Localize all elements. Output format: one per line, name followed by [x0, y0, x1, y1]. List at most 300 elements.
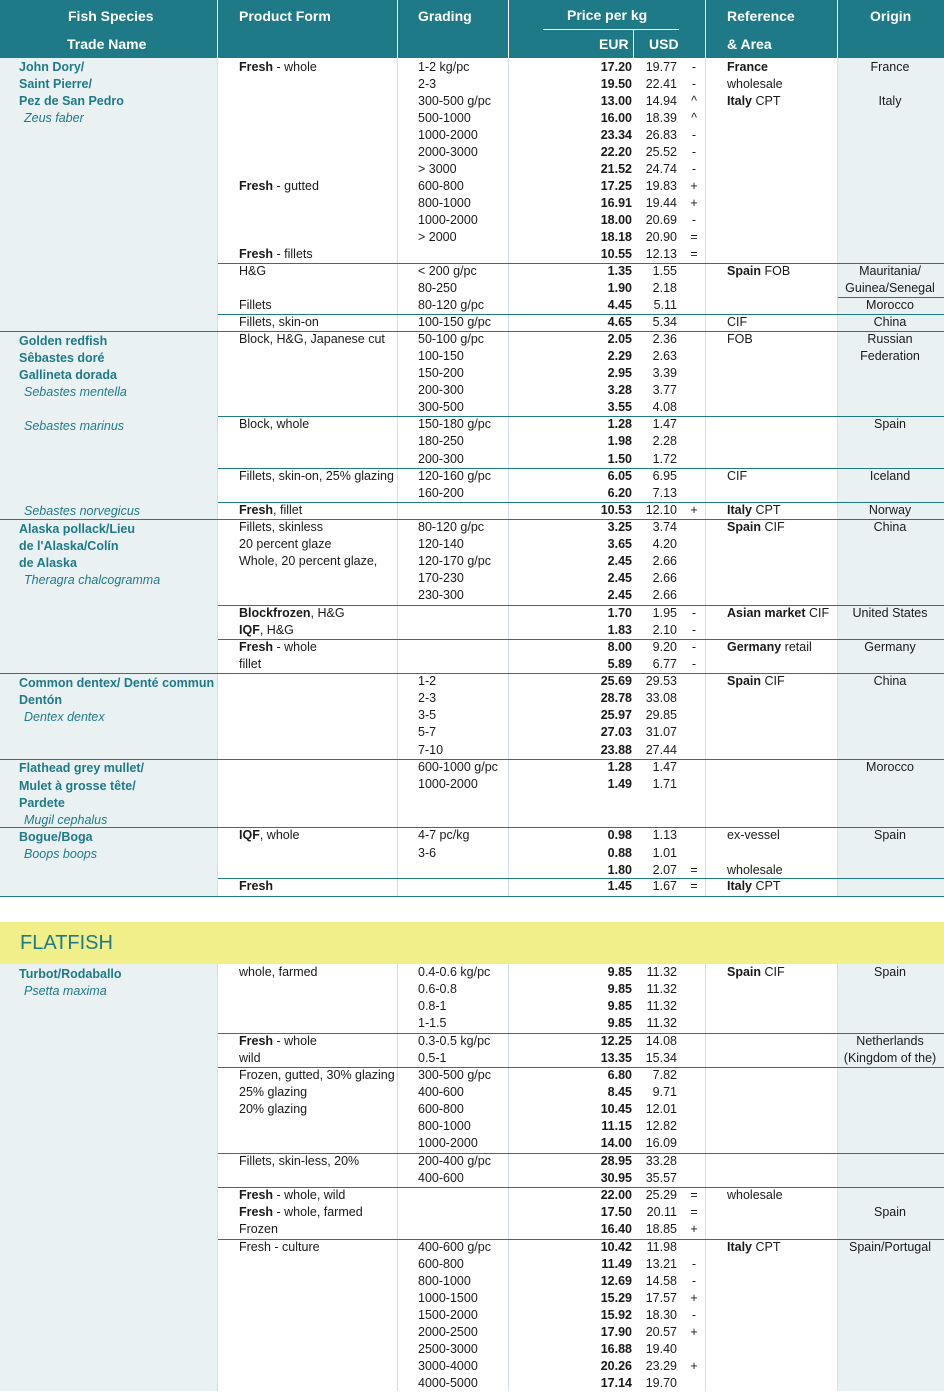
- price-eur-cell: 30.95: [600, 1171, 632, 1185]
- table-row: [0, 76, 944, 93]
- price-usd-cell: 1.72: [652, 452, 677, 466]
- table-row: [0, 1375, 944, 1392]
- price-eur-cell: 17.90: [600, 1325, 632, 1339]
- species-trade-name: Pardete: [19, 796, 65, 810]
- header-price: Price per kg: [567, 7, 648, 23]
- grading-cell: > 3000: [418, 162, 457, 176]
- table-row: [0, 1118, 944, 1135]
- reference-cell: [727, 502, 781, 519]
- table-row: [0, 1033, 944, 1050]
- product-form-bold: IQF: [239, 623, 260, 637]
- table-row: [0, 878, 944, 895]
- table-row: [0, 1239, 944, 1256]
- price-usd-cell: 1.01: [652, 846, 677, 860]
- reference-terms: wholesale: [727, 863, 783, 877]
- reference-cell: [727, 878, 781, 895]
- origin-cell: China: [873, 674, 907, 688]
- product-form-cell: [239, 502, 302, 519]
- table-row: [0, 195, 944, 212]
- grading-cell: 800-1000: [418, 196, 471, 210]
- origin-cell: China: [873, 315, 907, 329]
- trend-cell: =: [690, 1205, 698, 1219]
- price-usd-cell: 31.07: [645, 725, 677, 739]
- price-eur-cell: 19.50: [600, 77, 632, 91]
- table-row: [0, 229, 944, 246]
- grading-cell: 400-600: [418, 1085, 464, 1099]
- price-usd-cell: 26.83: [645, 128, 677, 142]
- price-usd-cell: 3.77: [652, 383, 677, 397]
- price-eur-cell: 10.42: [600, 1240, 632, 1254]
- species-trade-name: John Dory/: [19, 60, 85, 74]
- price-eur-cell: 28.78: [600, 691, 632, 705]
- species-trade-name: de Alaska: [19, 556, 77, 570]
- reference-cell: [727, 519, 785, 536]
- table-row: [0, 1084, 944, 1101]
- product-form-cell: [239, 827, 299, 844]
- product-form-text: Fillets, skin-on, 25% glazing: [239, 469, 394, 483]
- price-usd-cell: 4.20: [652, 537, 677, 551]
- price-usd-cell: 20.11: [646, 1205, 677, 1219]
- price-eur-cell: 4.65: [607, 315, 632, 329]
- price-eur-cell: 8.45: [607, 1085, 632, 1099]
- price-usd-cell: 18.39: [645, 111, 677, 125]
- price-eur-cell: 13.35: [600, 1051, 632, 1065]
- grading-cell: 0.3-0.5 kg/pc: [418, 1034, 491, 1048]
- reference-cell: [727, 862, 783, 879]
- header-eur: EUR: [599, 36, 629, 52]
- grading-cell: 1000-2000: [418, 213, 478, 227]
- product-form-bold: Fresh: [239, 879, 274, 893]
- reference-cell: [727, 59, 768, 76]
- table-row: [0, 605, 944, 622]
- price-eur-cell: 4.45: [607, 298, 632, 312]
- table-row: [0, 742, 944, 759]
- origin-cell: Spain: [874, 1205, 906, 1219]
- price-usd-cell: 19.44: [645, 196, 677, 210]
- grading-cell: 1-1.5: [418, 1016, 447, 1030]
- product-form-cell: [239, 1204, 363, 1221]
- price-usd-cell: 1.47: [652, 417, 677, 431]
- reference-market: Asian market: [727, 606, 806, 620]
- price-usd-cell: 29.53: [645, 674, 677, 688]
- product-form-text: , fillet: [273, 503, 303, 517]
- price-usd-cell: 2.36: [652, 332, 677, 346]
- price-eur-cell: 16.88: [600, 1342, 632, 1356]
- price-eur-cell: 25.69: [600, 674, 632, 688]
- price-usd-cell: 7.82: [652, 1068, 677, 1082]
- product-form-text: Frozen: [239, 1222, 278, 1236]
- table-row: [0, 110, 944, 127]
- reference-terms: CPT: [752, 1240, 781, 1254]
- product-form-cell: [239, 519, 323, 536]
- price-eur-cell: 3.55: [607, 400, 632, 414]
- trend-cell: =: [690, 230, 698, 244]
- species-trade-name: Saint Pierre/: [19, 77, 92, 91]
- origin-cell: Morocco: [866, 298, 914, 312]
- product-form-cell: [239, 1153, 359, 1170]
- header-usd: USD: [649, 36, 679, 52]
- price-usd-cell: 11.32: [646, 999, 677, 1013]
- price-eur-cell: 3.28: [607, 383, 632, 397]
- price-eur-cell: 6.80: [607, 1068, 632, 1082]
- product-form-text: - whole, farmed: [273, 1205, 363, 1219]
- table-row: [0, 127, 944, 144]
- grading-cell: 3-5: [418, 708, 437, 722]
- table-row: [0, 845, 944, 862]
- species-trade-name: Golden redfish: [19, 334, 108, 348]
- product-form-cell: [239, 1187, 345, 1204]
- grading-cell: 3-6: [418, 846, 437, 860]
- reference-cell: [727, 673, 785, 690]
- grading-cell: 1000-1500: [418, 1291, 478, 1305]
- trend-cell: -: [691, 77, 697, 91]
- price-usd-cell: 2.18: [652, 281, 677, 295]
- price-usd-cell: 18.85: [645, 1222, 677, 1236]
- price-eur-cell: 1.45: [607, 879, 632, 893]
- price-eur-cell: 25.97: [600, 708, 632, 722]
- grading-cell: < 200 g/pc: [418, 264, 477, 278]
- species-scientific-name: Boops boops: [24, 847, 97, 861]
- price-usd-cell: 19.70: [645, 1376, 677, 1390]
- product-form-text: wild: [239, 1051, 261, 1065]
- price-eur-cell: 11.49: [601, 1257, 632, 1271]
- price-eur-cell: 12.25: [600, 1034, 632, 1048]
- product-form-cell: [239, 1239, 320, 1256]
- product-form-text: Whole, 20 percent glaze,: [239, 554, 378, 568]
- table-row: [0, 314, 944, 331]
- grading-cell: 4000-5000: [418, 1376, 478, 1390]
- price-eur-cell: 1.98: [607, 434, 632, 448]
- species-trade-name: Gallineta dorada: [19, 368, 117, 382]
- table-row: [0, 59, 944, 76]
- trend-cell: -: [691, 60, 697, 74]
- table-row: [0, 433, 944, 450]
- reference-terms: FOB: [727, 332, 753, 346]
- reference-terms: wholesale: [727, 1188, 783, 1202]
- grading-cell: 0.4-0.6 kg/pc: [418, 965, 491, 979]
- header-area: & Area: [727, 36, 772, 52]
- table-row: [0, 331, 944, 348]
- price-eur-cell: 2.45: [607, 588, 632, 602]
- trend-cell: -: [691, 657, 697, 671]
- price-usd-cell: 12.10: [645, 503, 677, 517]
- price-usd-cell: 25.29: [645, 1188, 677, 1202]
- price-eur-cell: 0.88: [607, 846, 632, 860]
- product-form-text: , whole: [259, 828, 300, 842]
- header-grading: Grading: [418, 8, 472, 24]
- price-usd-cell: 16.09: [645, 1136, 677, 1150]
- species-scientific-name: Dentex dentex: [24, 710, 105, 724]
- product-form-cell: [239, 656, 261, 673]
- price-usd-cell: 5.11: [653, 298, 677, 312]
- product-form-text: fillet: [239, 657, 262, 671]
- reference-market: Spain: [727, 264, 762, 278]
- price-usd-cell: 1.67: [652, 879, 677, 893]
- reference-cell: [727, 605, 829, 622]
- origin-cell: Mauritania/: [859, 264, 921, 278]
- trend-cell: -: [691, 1257, 697, 1271]
- price-eur-cell: 9.85: [607, 999, 632, 1013]
- price-eur-cell: 22.00: [600, 1188, 632, 1202]
- price-usd-cell: 19.77: [645, 60, 677, 74]
- price-eur-cell: 1.28: [607, 760, 632, 774]
- price-eur-cell: 20.26: [600, 1359, 632, 1373]
- price-usd-cell: 17.57: [645, 1291, 677, 1305]
- table-row: [0, 246, 944, 263]
- grading-cell: 800-1000: [418, 1119, 471, 1133]
- product-form-text: , H&G: [310, 606, 345, 620]
- product-form-bold: Fresh: [239, 503, 274, 517]
- grading-cell: 2500-3000: [418, 1342, 478, 1356]
- price-usd-cell: 33.08: [645, 691, 677, 705]
- origin-cell: Guinea/Senegal: [845, 281, 935, 295]
- grading-cell: 300-500 g/pc: [418, 1068, 491, 1082]
- reference-terms: CIF: [727, 469, 748, 483]
- table-row: [0, 862, 944, 879]
- table-row: [0, 776, 944, 793]
- reference-market: Italy: [727, 1240, 753, 1254]
- price-usd-cell: 24.74: [645, 162, 677, 176]
- table-row: [0, 1050, 944, 1067]
- product-form-cell: [239, 964, 318, 981]
- grading-cell: 1500-2000: [418, 1308, 478, 1322]
- origin-cell: Russian: [867, 332, 913, 346]
- reference-terms: CIF: [727, 315, 748, 329]
- product-form-cell: [239, 468, 394, 485]
- table-row: [0, 1358, 944, 1375]
- reference-cell: [727, 93, 781, 110]
- price-eur-cell: 1.49: [607, 777, 632, 791]
- product-form-text: Block, whole: [239, 417, 310, 431]
- price-eur-cell: 2.95: [607, 366, 632, 380]
- table-row: [0, 93, 944, 110]
- table-row: [0, 1341, 944, 1358]
- section-title-flatfish: FLATFISH: [20, 932, 113, 954]
- reference-cell: [727, 331, 753, 348]
- product-form-cell: [239, 1221, 278, 1238]
- grading-cell: 400-600 g/pc: [418, 1240, 491, 1254]
- price-eur-cell: 6.05: [607, 469, 632, 483]
- price-eur-cell: 22.20: [600, 145, 632, 159]
- price-usd-cell: 6.95: [652, 469, 677, 483]
- price-eur-cell: 11.15: [601, 1119, 632, 1133]
- product-form-cell: [239, 878, 273, 895]
- price-eur-cell: 1.83: [607, 623, 632, 637]
- price-usd-cell: 23.29: [645, 1359, 677, 1373]
- trend-cell: -: [691, 128, 697, 142]
- table-row: [0, 622, 944, 639]
- product-form-text: Fillets, skinless: [239, 520, 324, 534]
- price-usd-cell: 1.55: [652, 264, 677, 278]
- price-eur-cell: 1.80: [607, 863, 632, 877]
- price-usd-cell: 2.66: [652, 588, 677, 602]
- trend-cell: +: [690, 1291, 698, 1305]
- grading-cell: 120-160 g/pc: [418, 469, 491, 483]
- grading-cell: 2-3: [418, 77, 437, 91]
- trend-cell: =: [690, 879, 698, 893]
- grading-cell: 600-800: [418, 1257, 464, 1271]
- price-usd-cell: 20.69: [645, 213, 677, 227]
- price-usd-cell: 4.08: [652, 400, 677, 414]
- product-form-cell: [239, 416, 309, 433]
- price-usd-cell: 11.98: [646, 1240, 677, 1254]
- table-row: [0, 485, 944, 502]
- trend-cell: =: [690, 1188, 698, 1202]
- price-usd-cell: 2.07: [652, 863, 677, 877]
- grading-cell: 2000-3000: [418, 145, 478, 159]
- origin-cell: Morocco: [866, 760, 914, 774]
- price-usd-cell: 22.41: [645, 77, 677, 91]
- price-usd-cell: 1.95: [652, 606, 677, 620]
- grading-cell: 4-7 pc/kg: [418, 828, 470, 842]
- price-eur-cell: 10.53: [600, 503, 632, 517]
- price-eur-cell: 3.25: [607, 520, 632, 534]
- product-form-bold: Fresh: [239, 247, 274, 261]
- origin-cell: United States: [852, 606, 928, 620]
- price-eur-cell: 2.05: [607, 332, 632, 346]
- product-form-text: whole, farmed: [239, 965, 318, 979]
- origin-cell: Spain/Portugal: [848, 1240, 931, 1254]
- table-row: [0, 707, 944, 724]
- table-row: [0, 280, 944, 297]
- price-usd-cell: 2.28: [652, 434, 677, 448]
- table-row: [0, 759, 944, 776]
- price-eur-cell: 27.03: [600, 725, 632, 739]
- product-form-cell: [239, 59, 317, 76]
- product-form-cell: [239, 263, 266, 280]
- product-form-text: Fillets, skin-less, 20%: [239, 1154, 360, 1168]
- section-band: [0, 922, 944, 964]
- trend-cell: ^: [691, 111, 697, 125]
- product-form-cell: [239, 1067, 395, 1084]
- price-usd-cell: 20.57: [645, 1325, 677, 1339]
- product-form-cell: [239, 553, 377, 570]
- grading-cell: 300-500: [418, 400, 464, 414]
- price-usd-cell: 14.58: [645, 1274, 677, 1288]
- product-form-cell: [239, 1084, 307, 1101]
- price-eur-cell: 16.91: [600, 196, 632, 210]
- reference-cell: [727, 639, 812, 656]
- price-usd-cell: 20.90: [645, 230, 677, 244]
- trend-cell: +: [690, 179, 698, 193]
- product-form-text: 20 percent glaze: [239, 537, 332, 551]
- grading-cell: 200-300: [418, 452, 464, 466]
- species-scientific-name: Psetta maxima: [24, 984, 107, 998]
- origin-cell: Spain: [874, 965, 906, 979]
- product-form-cell: [239, 178, 319, 195]
- price-usd-cell: 14.94: [645, 94, 677, 108]
- trend-cell: =: [690, 247, 698, 261]
- origin-cell: Norway: [868, 503, 912, 517]
- price-eur-cell: 1.70: [607, 606, 632, 620]
- price-eur-cell: 10.55: [600, 247, 632, 261]
- price-usd-cell: 13.21: [645, 1257, 677, 1271]
- table-row: [0, 964, 944, 981]
- origin-cell: Federation: [860, 349, 920, 363]
- price-usd-cell: 19.83: [645, 179, 677, 193]
- table-row: [0, 998, 944, 1015]
- species-scientific-name: Zeus faber: [24, 111, 84, 125]
- price-eur-cell: 18.00: [600, 213, 632, 227]
- table-row: [0, 1135, 944, 1152]
- price-eur-cell: 17.25: [600, 179, 632, 193]
- reference-terms: CPT: [752, 503, 781, 517]
- reference-cell: [727, 827, 780, 844]
- species-trade-name: Mulet à grosse tête/: [19, 779, 136, 793]
- table-row: [0, 673, 944, 690]
- price-eur-cell: 9.85: [607, 965, 632, 979]
- product-form-bold: Fresh: [239, 1205, 274, 1219]
- table-row: [0, 1221, 944, 1238]
- product-form-cell: [239, 622, 294, 639]
- price-eur-cell: 1.35: [607, 264, 632, 278]
- price-eur-cell: 10.45: [600, 1102, 632, 1116]
- table-row: [0, 827, 944, 844]
- price-usd-cell: 1.13: [652, 828, 677, 842]
- grading-cell: 2-3: [418, 691, 437, 705]
- grading-cell: 1-2: [418, 674, 437, 688]
- grading-cell: 0.5-1: [418, 1051, 447, 1065]
- grading-cell: 7-10: [418, 743, 444, 757]
- table-row: [0, 1170, 944, 1187]
- product-form-bold: Blockfrozen: [239, 606, 311, 620]
- table-row: [0, 1015, 944, 1032]
- origin-cell: (Kingdom of the): [843, 1051, 937, 1065]
- product-form-cell: [239, 1033, 317, 1050]
- trend-cell: -: [691, 213, 697, 227]
- table-row: [0, 212, 944, 229]
- species-trade-name: de l'Alaska/Colín: [19, 539, 119, 553]
- grading-cell: 100-150 g/pc: [418, 315, 491, 329]
- table-row: [0, 1153, 944, 1170]
- price-eur-cell: 1.28: [607, 417, 632, 431]
- price-usd-cell: 3.74: [652, 520, 677, 534]
- origin-cell: France: [870, 60, 910, 74]
- price-eur-cell: 17.20: [600, 60, 632, 74]
- price-eur-cell: 9.85: [607, 1016, 632, 1030]
- product-form-text: - gutted: [273, 179, 319, 193]
- grading-cell: 230-300: [418, 588, 464, 602]
- trend-cell: +: [690, 1222, 698, 1236]
- species-scientific-name: Theragra chalcogramma: [24, 573, 161, 587]
- reference-terms: retail: [781, 640, 812, 654]
- product-form-bold: Fresh: [239, 1188, 274, 1202]
- grading-cell: 180-250: [418, 434, 464, 448]
- price-usd-cell: 7.13: [652, 486, 677, 500]
- grading-cell: 120-170 g/pc: [418, 554, 491, 568]
- grading-cell: 0.8-1: [418, 999, 447, 1013]
- trend-cell: +: [690, 1325, 698, 1339]
- product-form-text: - fillets: [273, 247, 313, 261]
- trend-cell: -: [691, 640, 697, 654]
- reference-cell: [727, 76, 783, 93]
- product-form-text: - whole, wild: [273, 1188, 346, 1202]
- reference-market: Italy: [727, 879, 753, 893]
- table-row: [0, 724, 944, 741]
- reference-market: Spain: [727, 965, 762, 979]
- price-eur-cell: 15.29: [600, 1291, 632, 1305]
- product-form-text: H&G: [239, 264, 267, 278]
- header-product-form: Product Form: [239, 8, 331, 24]
- product-form-text: Fresh - culture: [239, 1240, 320, 1254]
- price-usd-cell: 12.01: [645, 1102, 677, 1116]
- species-trade-name: Flathead grey mullet/: [19, 761, 145, 775]
- grading-cell: 1000-2000: [418, 128, 478, 142]
- product-form-cell: [239, 1050, 261, 1067]
- grading-cell: 200-300: [418, 383, 464, 397]
- price-usd-cell: 29.85: [645, 708, 677, 722]
- grading-cell: 3000-4000: [418, 1359, 478, 1373]
